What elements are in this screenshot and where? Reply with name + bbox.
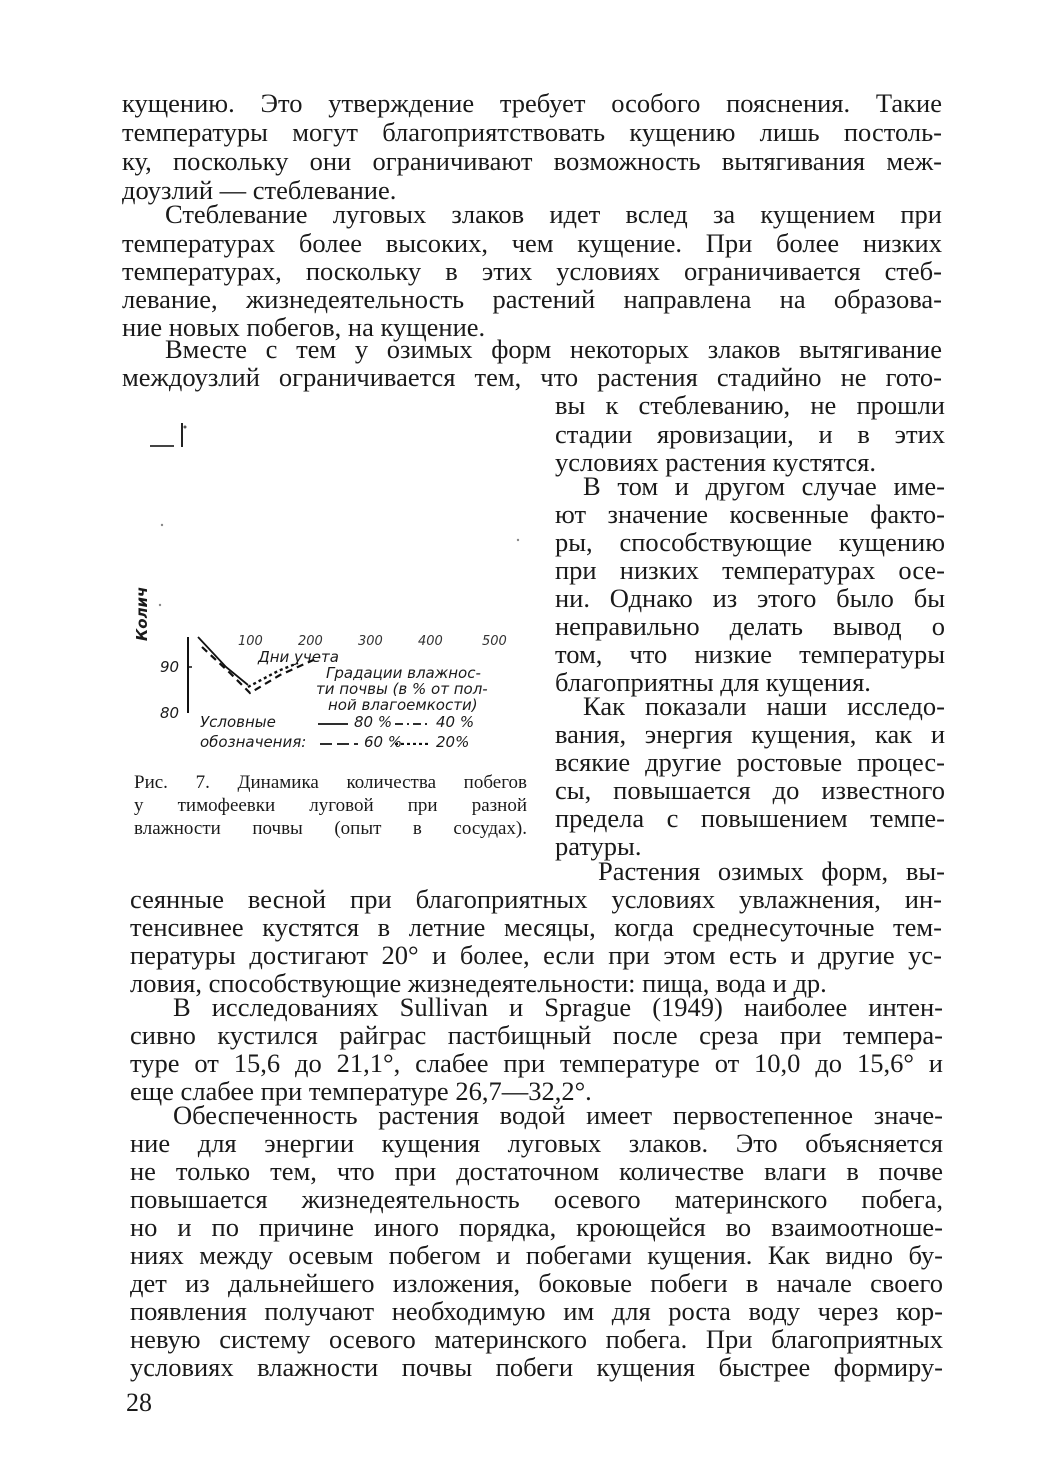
faded-mark	[184, 426, 187, 429]
figure-7	[130, 405, 550, 751]
gradations-label: ти почвы (в % от пол-	[316, 680, 488, 698]
text-line: ют значение косвенные факто-	[555, 499, 945, 529]
text-line: не только тем, что при достаточном количестве влаги в почве	[130, 1156, 943, 1186]
caption-line: у тимофеевки луговой при разной	[134, 795, 527, 816]
text-line: кущению. Это утверждение требует особого пояснения. Такие	[122, 88, 942, 118]
text-line: всякие другие ростовые процес-	[555, 747, 945, 777]
x-tick-label: 300	[358, 634, 383, 649]
text-line: температурах более высоких, чем кущение. При более низких	[122, 228, 942, 258]
x-tick-label: 100	[238, 634, 263, 649]
text-line: при низких температурах осе-	[555, 555, 945, 585]
text-line: сы, повышается до известного	[555, 775, 945, 805]
y-tick-label: 80	[160, 704, 180, 722]
text-line: междоузлий ограничивается тем, что растения стадийно не гото-	[122, 362, 942, 392]
text-line: появления получают необходимую им для роста воду через кор-	[130, 1296, 943, 1326]
text-line: Стеблевание луговых злаков идет вслед за кущением при	[165, 199, 942, 229]
text-line: сивно кустился райграс пастбищный после среза при темпера-	[130, 1020, 943, 1050]
legend-title: обозначения:	[200, 733, 307, 751]
text-line: ловия, способствующие жизнедеятельности: пища, вода и др.	[130, 968, 827, 998]
x-tick-label: 400	[418, 634, 443, 649]
text-line: ниях между осевым побегом и побегами кущения. Как видно бу-	[130, 1240, 943, 1270]
text-line: Обеспеченность растения водой имеет первостепенное значе-	[173, 1100, 943, 1130]
text-line: температуры могут благоприятствовать кущению лишь постоль-	[122, 117, 942, 147]
text-line: условиях растения кустятся.	[555, 447, 876, 477]
text-line: доузлий — стеблевание.	[122, 175, 397, 205]
y-tick-label: 90	[160, 658, 180, 676]
text-line: ку, поскольку они ограничивают возможность вытягивания меж-	[122, 146, 942, 176]
text-line: повышается жизнедеятельность осевого материнского побега,	[130, 1184, 943, 1214]
text-line: температурах, поскольку в этих условиях ограничивается стеб-	[122, 256, 942, 286]
caption-line: Рис. 7. Динамика количества побегов	[134, 772, 527, 793]
text-line: Растения озимых форм, вы-	[598, 856, 945, 886]
gradations-label: ной влагоемкости)	[328, 696, 478, 714]
text-line: В том и другом случае име-	[583, 471, 945, 501]
text-line: вания, энергия кущения, как и	[555, 719, 945, 749]
text-line: В исследованиях Sullivan и Sprague (1949) наиболее интен-	[173, 992, 943, 1022]
text-line: туре от 15,6 до 21,1°, слабее при температуре от 10,0 до 15,6° и	[130, 1048, 943, 1078]
legend-label-dashdot: 40 %	[436, 713, 475, 731]
curve-20-percent	[248, 663, 298, 687]
page-number: 28	[126, 1388, 152, 1417]
legend-label-longdash: 60 %	[364, 733, 403, 751]
text-line: еще слабее при температуре 26,7—32,2°.	[130, 1076, 592, 1106]
x-tick-label: 200	[298, 634, 323, 649]
text-line: пературы достигают 20° и более, если при этом есть и другие ус-	[130, 940, 942, 970]
text-line: тенсивнее кустятся в летние месяцы, когда среднесуточные тем-	[130, 912, 942, 942]
text-line: благоприятны для кущения.	[555, 667, 871, 697]
text-line: вы к стеблеванию, не прошли	[555, 390, 945, 420]
text-line: ры, способствующие кущению	[555, 527, 945, 557]
text-line: условиях влажности почвы побеги кущения быстрее формиру-	[130, 1352, 943, 1382]
gradations-label: Градации влажнос-	[326, 664, 481, 682]
text-line: ние новых побегов, на кущение.	[122, 312, 486, 342]
faded-mark	[161, 524, 163, 526]
text-line: Как показали наши исследо-	[583, 691, 945, 721]
faded-mark	[517, 539, 519, 541]
text-line: ратуры.	[555, 831, 642, 861]
text-line: ние для энергии кущения луговых злаков. Это объясняется	[130, 1128, 943, 1158]
text-line: том, что низкие температуры	[555, 639, 945, 669]
x-tick-label: 500	[482, 634, 507, 649]
legend-title: Условные	[200, 713, 276, 731]
x-axis-label: Дни учета	[258, 648, 339, 666]
text-line: дет из дальнейшего изложения, боковые побеги в начале своего	[130, 1268, 943, 1298]
caption-line: влажности почвы (опыт в сосудах).	[134, 818, 527, 839]
text-line: левание, жизнедеятельность растений направлена на образова-	[122, 284, 942, 314]
text-line: стадии яровизации, и в этих	[555, 419, 945, 449]
text-line: Вместе с тем у озимых форм некоторых злаков вытягивание	[165, 334, 942, 364]
text-line: ни. Однако из этого было бы	[555, 583, 945, 613]
y-axis-label: Колич	[133, 586, 151, 641]
text-line: невую систему осевого материнского побега. При благоприятных	[130, 1324, 943, 1354]
text-line: предела с повышением темпе-	[555, 803, 945, 833]
legend-label-dotted: 20%	[436, 733, 470, 751]
legend-label-solid: 80 %	[354, 713, 393, 731]
text-line: сеянные весной при благоприятных условиях увлажнения, ин-	[130, 884, 942, 914]
faded-mark	[159, 604, 161, 606]
text-line: неправильно делать вывод о	[555, 611, 945, 641]
text-line: но и по причине иного порядка, кроющейся во взаимоотноше-	[130, 1212, 943, 1242]
